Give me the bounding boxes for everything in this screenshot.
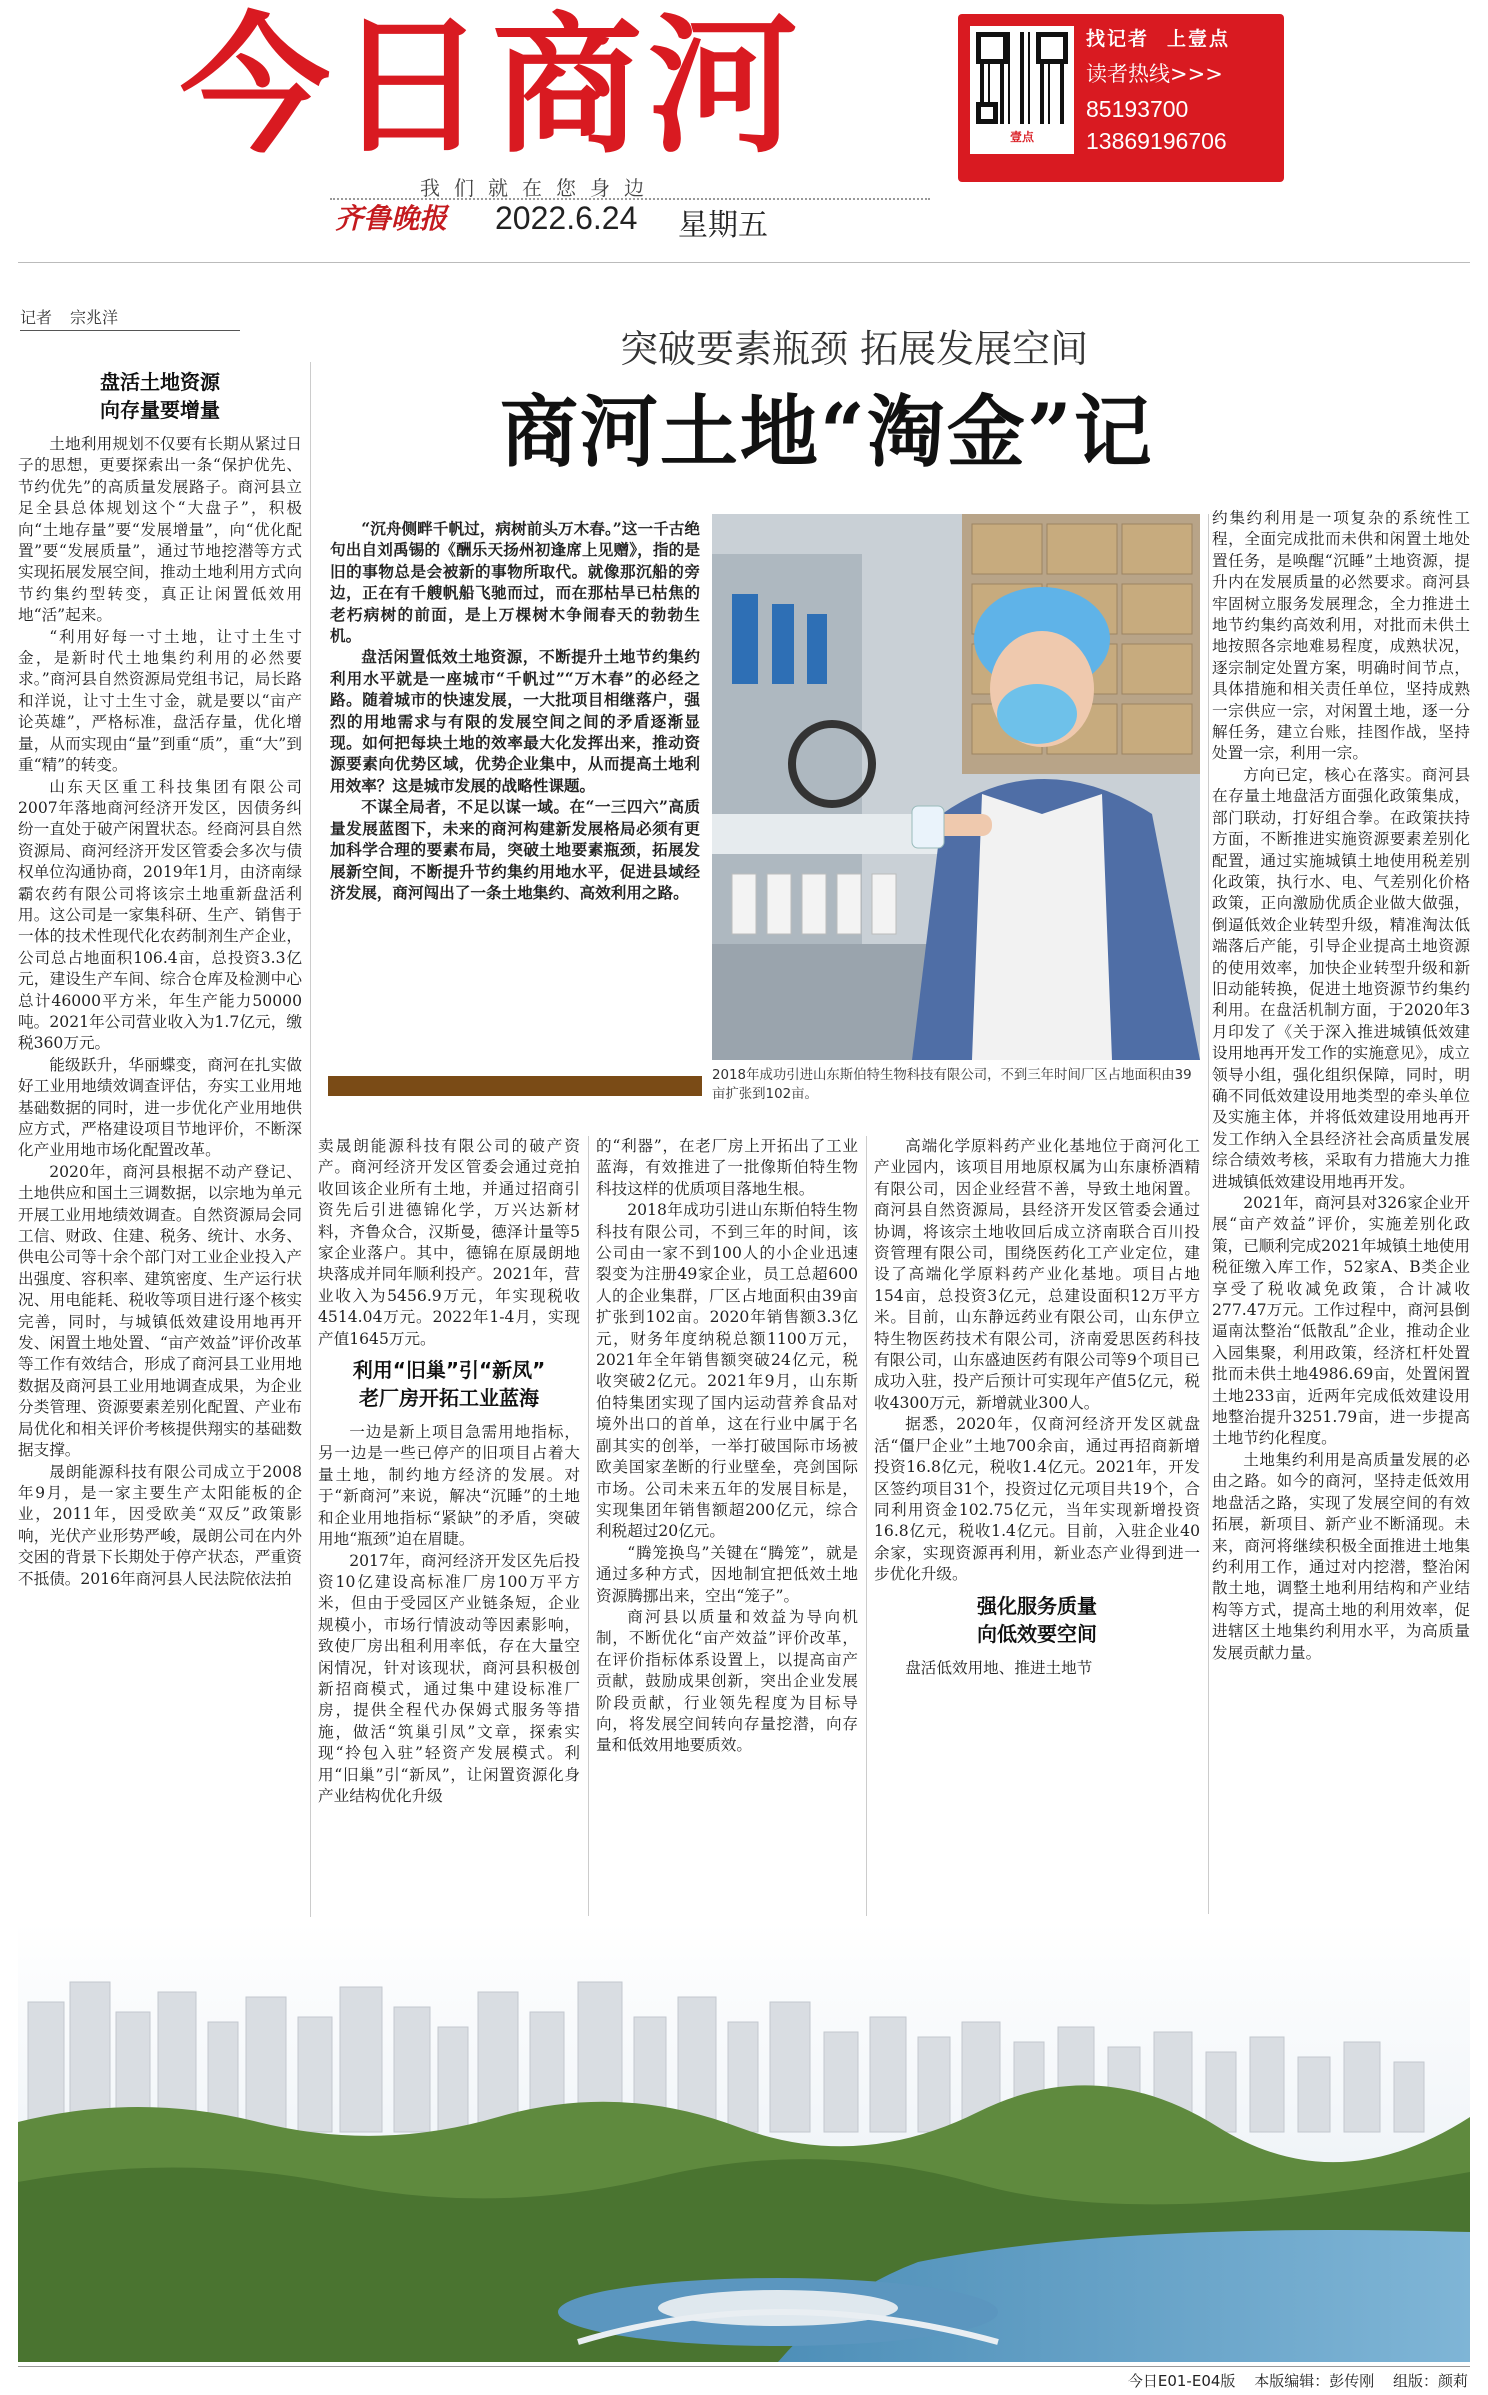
column-3	[596, 1136, 858, 1916]
column-divider	[866, 1136, 867, 1916]
lead-paragraph: 盘活闲置低效土地资源，不断提升土地节约集约利用水平就是一座城市“千帆过”“万木春”的必经之路。随着城市的快速发展，一大批项目相继落户，强烈的用地需求与有限的发展空间之间的矛盾逐渐显现。如何把每块土地的效率最大化发挥出来，推动资源要素向优势区域，优势企业集中，从而提高土地利用效率？这是城市发展的战略性课题。	[330, 647, 700, 795]
masthead	[0, 0, 1488, 270]
newspaper-title: 今日商河	[180, 0, 805, 174]
paragraph: 2020年，商河县根据不动产登记、土地供应和国土三调数据，以宗地为单元开展工业用地绩效调查。自然资源局会同工信、财政、住建、税务、统计、水务、供电公司等十余个部门对工业企业投入产出强度、容积率、建筑密度、生产运行状况、用电能耗、税收等项目进行逐个核实完善，同时，与城镇低效建设用地再开发、闲置土地处置、“亩产效益”评价改革等工作有效结合，形成了商河县工业用地数据及商河县工业用地调查成果，为企业分类管理、资源要素差别化配置、产业布局优化和相关评价考核提供翔实的基础数据支撑。	[18, 1162, 302, 1460]
column-divider	[1208, 514, 1209, 1914]
contact-tagline	[1086, 24, 1276, 51]
paragraph: 方向已定，核心在落实。商河县在存量土地盘活方面强化政策集成，部门联动，打好组合拳。在政策扶持方面，不断推进实施资源要素差别化配置，通过实施城镇土地使用税差别化政策，执行水、电、气差别化价格政策，正向激励优质企业做大做强，倒逼低效企业转型升级，精准淘汰低端落后产能，引导企业提高土地资源的使用效率，加快企业转型升级和新旧动能转换，促进土地资源节约集约利用。在盘活机制方面，于2020年3月印发了《关于深入推进城镇低效建设用地再开发工作的实施意见》，成立领导小组，强化组织保障，同时，明确不同低效建设用地类型的牵头单位及实施主体，并将低效建设用地再开发工作纳入全县经济社会高质量发展综合绩效考核，采取有力措施大力推进城镇低效建设用地再开发。	[1212, 765, 1470, 1191]
photo-caption: 2018年成功引进山东斯伯特生物科技有限公司，不到三年时间厂区占地面积由39亩扩张到102亩。	[712, 1068, 1192, 1102]
column-1	[18, 362, 302, 1917]
column-2	[318, 1136, 580, 1916]
paragraph: 晟朗能源科技有限公司成立于2008年9月，是一家主要生产太阳能板的企业，2011年，因受欧美“双反”政策影响，光伏产业形势严峻，晟朗公司在内外交困的背景下长期处于停产状态，严重资不抵债。2016年商河县人民法院依法拍	[18, 1462, 302, 1588]
paragraph: “利用好每一寸土地，让寸土生寸金，是新时代土地集约利用的必然要求。”商河县自然资源局党组书记，局长路和洋说，让寸土生寸金，就是要以“亩产论英雄”，严格标准，盘活存量，优化增量，从而实现由“量”到重“质”，重“大”到重“精”的转变。	[18, 627, 302, 775]
contact-left: 找记者	[1086, 28, 1150, 50]
byline	[20, 305, 240, 331]
article-kicker: 突破要素瓶颈 拓展发展空间	[620, 327, 1089, 371]
subhead-1: 盘活土地资源 向存量要增量	[100, 370, 220, 422]
qr-caption: 壹点	[1009, 130, 1034, 144]
column-divider	[588, 1136, 589, 1916]
panorama-illustration	[18, 1922, 1470, 2362]
paragraph: 2021年，商河县对326家企业开展“亩产效益”评价，实施差别化政策，已顺利完成2021年城镇土地使用税征缴入库工作，52家A、B类企业享受了税收减免政策，合计减收277.47万元。工作过程中，商河县倒逼南汰整治“低散乱”企业，推动企业入园集聚，利用政策，经济杠杆处置批而未供土地4986.69亩，处置闲置土地233亩，近两年完成低效建设用地整治提升3251.79亩，进一步提高土地节约化程度。	[1212, 1194, 1470, 1448]
column-4	[874, 1136, 1200, 1916]
column-divider	[310, 362, 311, 1917]
hotline-phone: 85193700	[1086, 96, 1189, 122]
city-panorama-photo	[18, 1922, 1470, 2362]
byline-name: 宗兆洋	[70, 308, 119, 327]
paragraph: 盘活低效用地、推进土地节	[905, 1658, 1093, 1677]
footer-pages: 今日E01-E04版	[1127, 2372, 1236, 2390]
qr-code-icon[interactable]	[970, 26, 1074, 154]
paragraph: 一边是新上项目急需用地指标，另一边是一些已停产的旧项目占着大量土地，制约地方经济的发展。对于“新商河”来说，解决“沉睡”的土地和企业用地指标“紧缺”的矛盾，突破用地“瓶颈”迫在眉睫。	[318, 1423, 580, 1549]
article-lead	[330, 518, 700, 1066]
photo-illustration	[712, 514, 1200, 1060]
subhead-3: 强化服务质量 向低效要空间	[977, 1593, 1097, 1646]
column-right	[1212, 508, 1470, 1918]
issue-weekday: 星期五	[678, 208, 768, 243]
brand-logo: 齐鲁晚报	[335, 202, 448, 235]
paragraph: 卖晟朗能源科技有限公司的破产资产。商河经济开发区管委会通过竞拍收回该企业所有土地，并通过招商引资先后引进德锦化学，万兴达新材料，齐鲁众合，汉斯曼，德泽计量等5家企业落户。其中，德锦在原晟朗地块落成并同年顺利投产。2021年，营业收入为5456.9万元，年实现税收4514.04万元。2022年1-4月，实现产值1645万元。	[318, 1137, 580, 1348]
paragraph: 2017年，商河经济开发区先后投资10亿建设高标准厂房100万平方米，但由于受园区产业链条短，企业规模小，市场行情波动等因素影响，致使厂房出租利用率低，存在大量空闲情况，针对该现状，商河县积极创新招商模式，通过集中建设标准厂房，提供全程代办保姆式服务等措施，做活“筑巢引凤”文章，探索实现“拎包入驻”轻资产发展模式。利用“旧巢”引“新凤”，让闲置资源化身产业结构优化升级	[318, 1551, 580, 1805]
paragraph: 约集约利用是一项复杂的系统性工程，全面完成批而未供和闲置土地处置任务，是唤醒“沉睡”土地资源，提升内在发展质量的必然要求。商河县牢固树立服务发展理念，全力推进土地节约集约高效利用，对批而未供土地按照各宗地难易程度，成熟状况，逐宗制定处置方案，明确时间节点，具体措施和相关责任单位，坚持成熟一宗供应一宗，对闲置土地，逐一分解任务，建立台账，挂图作战，坚持处置一宗，利用一宗。	[1212, 509, 1470, 763]
paragraph: 据悉，2020年，仅商河经济开发区就盘活“僵尸企业”土地700余亩，通过再招商新增投资16.8亿元，税收1.4亿元。2021年，开发区签约项目31个，投资过亿元项目共19个，合同利用资金102.75亿元，当年实现新增投资16.8亿元，税收1.4亿元。目前，入驻企业40余家，实现资源再利用，新业态产业得到进一步优化升级。	[874, 1415, 1200, 1584]
lead-paragraph: “沉舟侧畔千帆过，病树前头万木春。”这一千古绝句出自刘禹锡的《酬乐天扬州初逢席上见赠》，指的是旧的事物总是会被新的事物所取代。就像那沉船的旁边，正在有千艘帆船飞驰而过，而在那枯旱已枯焦的老朽病树的前面，是上万棵树木争闹春天的勃勃生机。	[330, 519, 700, 646]
contact-box	[958, 14, 1284, 182]
hotline-mobile: 13869196706	[1086, 128, 1227, 154]
lead-paragraph: 不谋全局者，不足以谋一域。在“一三四六”高质量发展蓝图下，未来的商河构建新发展格局必须有更加科学合理的要素布局，突破土地要素瓶颈，拓展发展新空间，不断提升节约集约用地水平，促进县域经济发展，商河闯出了一条土地集约、高效利用之路。	[330, 797, 700, 902]
slogan: 我们就在您身边	[420, 176, 658, 200]
footer-designer: 组版：颜莉	[1392, 2372, 1468, 2390]
byline-label: 记者	[20, 308, 53, 327]
paragraph: 的“利器”，在老厂房上开拓出了工业蓝海，有效推进了一批像斯伯特生物科技这样的优质项目落地生根。	[596, 1137, 858, 1198]
decorative-bar	[328, 1076, 702, 1096]
lab-worker-photo	[712, 514, 1200, 1060]
page-footer	[1114, 2370, 1468, 2391]
paragraph: 高端化学原料药产业化基地位于商河化工产业园内，该项目用地原权属为山东康桥酒精有限公司，因企业经营不善，导致土地闲置。商河县自然资源局，县经济开发区管委会通过协调，将该宗土地收回后成立济南联合百川投资管理有限公司，围绕医药化工产业定位，建设了高端化学原料药产业化基地。项目占地154亩，总投资3亿元，总建设面积12万平方米。目前，山东静远药业有限公司，山东伊立特生物医药技术有限公司，济南爱思医药科技有限公司，山东盛迪医药有限公司等9个项目已成功入驻，投产后预计可实现年产值5亿元，税收4300万元，新增就业300人。	[874, 1137, 1200, 1412]
contact-right: 上壹点	[1167, 28, 1231, 50]
paragraph: 山东天区重工科技集团有限公司2007年落地商河经济开发区，因债务纠纷一直处于破产闲置状态。经商河县自然资源局、商河经济开发区管委会多次与债权单位沟通协商，2019年1月，由济南绿霸农药有限公司将该宗土地重新盘活利用。这公司是一家集科研、生产、销售于一体的技术性现代化农药制剂生产企业，公司总占地面积106.4亩，总投资3.3亿元，建设生产车间、综合仓库及检测中心总计46000平方米，年生产能力50000吨。2021年公司营业收入为1.7亿元，缴税360万元。	[18, 777, 302, 1053]
masthead-rule	[18, 262, 1470, 263]
paragraph: 商河县以质量和效益为导向机制，不断优化“亩产效益”评价改革，在评价指标体系设置上，以提高亩产贡献，鼓励成果创新，突出企业发展阶段贡献，行业领先程度为目标导向，将发展空间转向存量挖潜，向存量和低效用地要质效。	[596, 1607, 858, 1755]
article-headline: 商河土地“淘金”记	[500, 387, 1154, 478]
paragraph: 土地集约利用是高质量发展的必由之路。如今的商河，坚持走低效用地盘活之路，实现了发展空间的有效拓展，新项目、新产业不断涌现。未来，商河将继续积极全面推进土地集约利用工作，通过对内挖潜，整治闲散土地，调整土地利用结构和产业结构等方式，提高土地的利用效率，促进辖区土地集约利用水平，为高质量发展贡献力量。	[1212, 1450, 1470, 1662]
subhead-2: 利用“旧巢”引“新凤” 老厂房开拓工业蓝海	[352, 1358, 546, 1411]
paragraph: 土地利用规划不仅要有长期从紧过日子的思想，更要探索出一条“保护优先、节约优先”的高质量发展路子。商河县立足全县总体规划这个“大盘子”，积极向“土地存量”要“发展增量”，向“优化配置”要“发展质量”，通过节地挖潜等方式实现拓展发展空间，推动土地利用方式向节约集约型转变，真正让闲置低效用地“活”起来。	[18, 435, 302, 625]
paragraph: 2018年成功引进山东斯伯特生物科技有限公司，不到三年的时间，该公司由一家不到100人的小企业迅速裂变为注册49家企业，员工总超600人的企业集群，厂区占地面积由39亩扩张到102亩。2020年销售额3.3亿元，财务年度纳税总额1100万元，2021年全年销售额突破24亿元，税收突破2亿元。2021年9月，山东斯伯特集团实现了国内运动营养食品对境外出口的首单，这在行业中属于名副其实的创举，一举打破国际市场被欧美国家垄断的行业壁垒，亮剑国际市场。公司未来五年的发展目标是，实现集团年销售额超200亿元，综合利税超过20亿元。	[596, 1201, 858, 1541]
footer-editor: 本版编辑：彭传刚	[1254, 2372, 1375, 2390]
issue-date: 2022.6.24	[495, 200, 638, 236]
hotline-label: 读者热线>>>	[1086, 62, 1223, 86]
paragraph: 能级跃升，华丽蝶变，商河在扎实做好工业用地绩效调查评估，夯实工业用地基础数据的同时，进一步优化产业用地供应方式，严格建设项目节地评价，不断深化产业用地市场化配置改革。	[18, 1055, 302, 1160]
paragraph: “腾笼换鸟”关键在“腾笼”，就是通过多种方式，因地制宜把低效土地资源腾挪出来，空出“笼子”。	[596, 1543, 858, 1605]
footer-rule	[18, 2366, 1470, 2367]
